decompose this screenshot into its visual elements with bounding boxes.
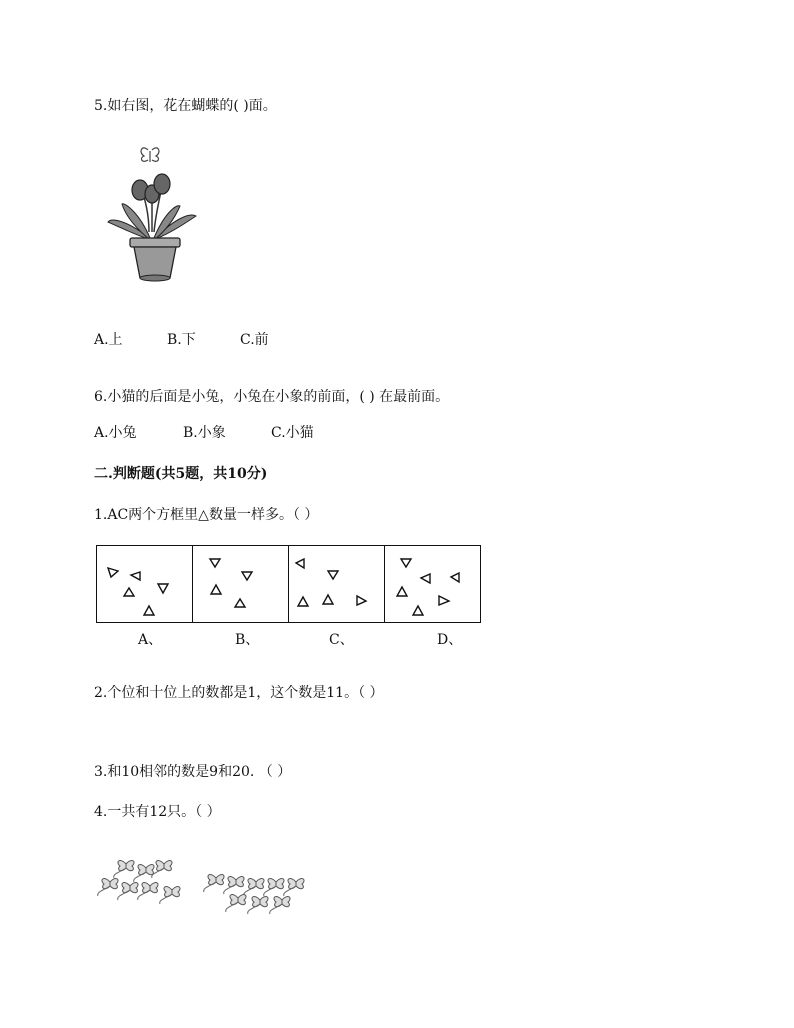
j2-text: 2.个位和十位上的数都是1，这个数是11。（ ） <box>94 685 384 701</box>
j1-text: 1.AC两个方框里△数量一样多。（ ） <box>94 507 319 523</box>
box-label-d: D、 <box>437 632 463 648</box>
triangle-icon <box>158 584 168 593</box>
triangle-icon <box>242 572 252 580</box>
triangle-icon <box>211 585 221 594</box>
butterflies-image <box>96 852 326 922</box>
triangle-icon <box>210 559 220 567</box>
q5-option-c[interactable]: C.前 <box>240 332 269 348</box>
triangle-icon <box>357 596 366 605</box>
triangle-icon <box>421 574 430 583</box>
q6-options <box>94 422 314 442</box>
j3-text: 3.和10相邻的数是9和20. （ ） <box>94 764 292 780</box>
q6-option-b[interactable]: B.小象 <box>183 425 226 441</box>
triangle-icon <box>413 606 423 615</box>
triangle-icon <box>296 559 304 568</box>
q6-text: 6.小猫的后面是小兔，小兔在小象的前面，( ) 在最前面。 <box>94 389 450 405</box>
q5-option-b[interactable]: B.下 <box>167 332 196 348</box>
triangle-icon <box>108 568 118 577</box>
triangles-layer <box>96 545 481 625</box>
flower-pot-butterfly-image <box>104 142 204 287</box>
q5-option-a[interactable]: A.上 <box>94 332 123 348</box>
box-label-c: C、 <box>329 632 354 648</box>
q5-text: 5.如右图，花在蝴蝶的( )面。 <box>94 98 277 114</box>
triangle-icon <box>298 597 308 606</box>
triangle-icon <box>124 588 134 596</box>
triangle-icon <box>323 595 333 604</box>
triangle-icon <box>401 559 411 567</box>
section-heading: 二.判断题(共5题，共10分) <box>94 466 268 482</box>
box-label-a: A、 <box>138 632 163 648</box>
q5-options <box>94 329 269 349</box>
triangle-boxes <box>96 545 481 648</box>
triangle-icon <box>131 572 140 580</box>
triangle-icon <box>397 587 407 596</box>
box-label-b: B、 <box>235 632 260 648</box>
triangle-icon <box>328 571 338 579</box>
j4-text: 4.一共有12只。（ ） <box>94 804 221 820</box>
triangle-icon <box>451 573 459 582</box>
triangle-icon <box>144 606 154 615</box>
triangle-icon <box>439 596 449 605</box>
q6-option-c[interactable]: C.小猫 <box>271 425 314 441</box>
q6-option-a[interactable]: A.小兔 <box>94 425 137 441</box>
triangle-icon <box>235 599 245 607</box>
